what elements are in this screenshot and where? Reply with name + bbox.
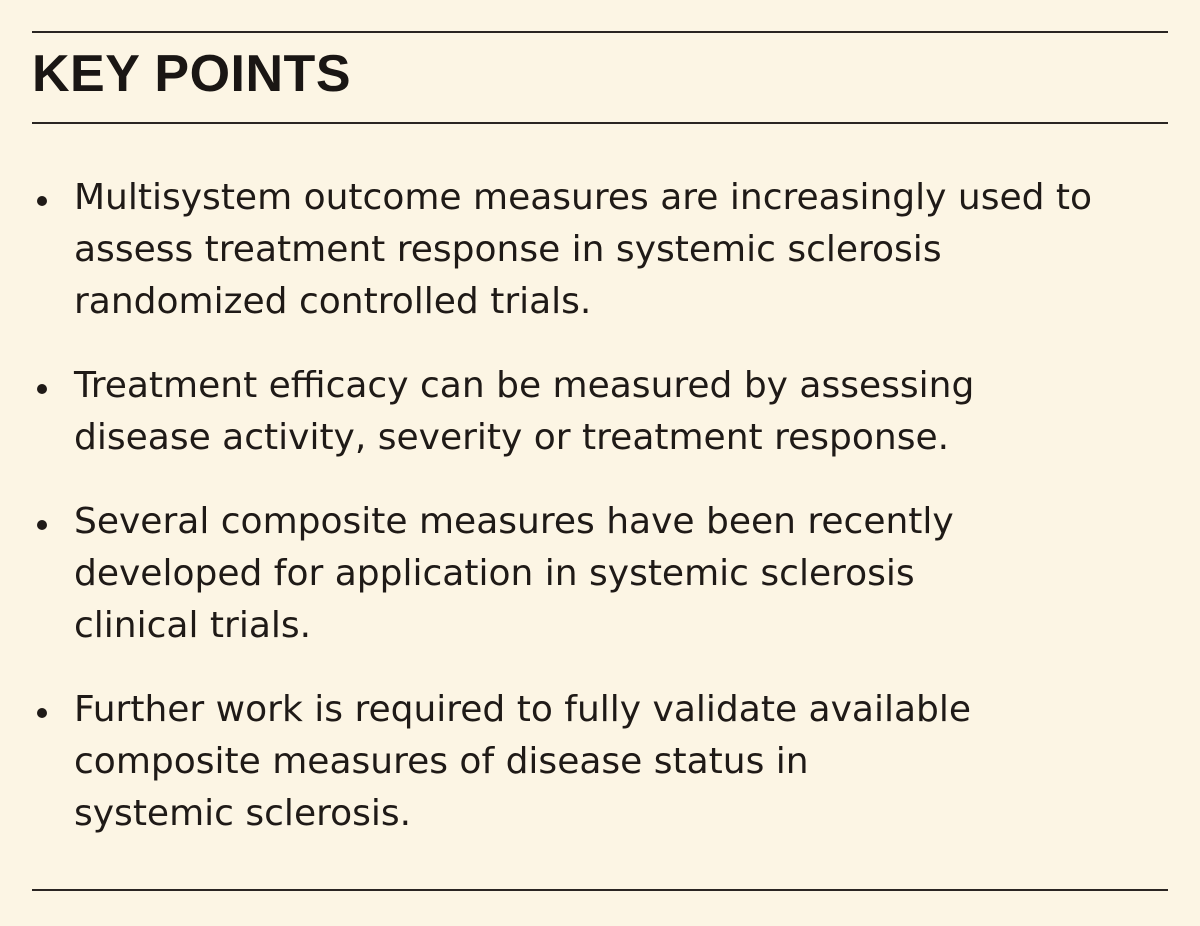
- key-point-text: [74, 684, 1168, 840]
- key-point-3: [32, 496, 1168, 652]
- key-point-line: Multisystem outcome measures are increasingly used to: [74, 177, 1093, 218]
- key-point-line: Treatment efficacy can be measured by assessing: [74, 365, 975, 406]
- key-point-line: Further work is required to fully validate available: [74, 689, 972, 730]
- key-point-line: composite measures of disease status in: [74, 741, 809, 782]
- key-point-line: assess treatment response in systemic sclerosis: [74, 229, 942, 270]
- bullet-icon: [37, 520, 47, 530]
- key-point-4: [32, 684, 1168, 840]
- heading-rule: [32, 122, 1168, 124]
- key-point-line: randomized controlled trials.: [74, 281, 592, 322]
- key-point-text: [74, 172, 1168, 328]
- key-point-line: developed for application in systemic sclerosis: [74, 553, 915, 594]
- key-points-list: [32, 172, 1168, 840]
- key-point-line: disease activity, severity or treatment response.: [74, 417, 950, 458]
- key-point-line: systemic sclerosis.: [74, 793, 412, 834]
- key-point-text: [74, 496, 1168, 652]
- bottom-rule: [32, 889, 1168, 891]
- bullet-icon: [37, 196, 47, 206]
- key-point-text: [74, 360, 1168, 464]
- key-points-heading: KEY POINTS: [32, 45, 352, 103]
- key-point-1: [32, 172, 1168, 328]
- bullet-icon: [37, 384, 47, 394]
- bullet-icon: [37, 708, 47, 718]
- key-point-line: clinical trials.: [74, 605, 312, 646]
- key-point-line: Several composite measures have been recently: [74, 501, 954, 542]
- key-point-2: [32, 360, 1168, 464]
- top-rule: [32, 31, 1168, 33]
